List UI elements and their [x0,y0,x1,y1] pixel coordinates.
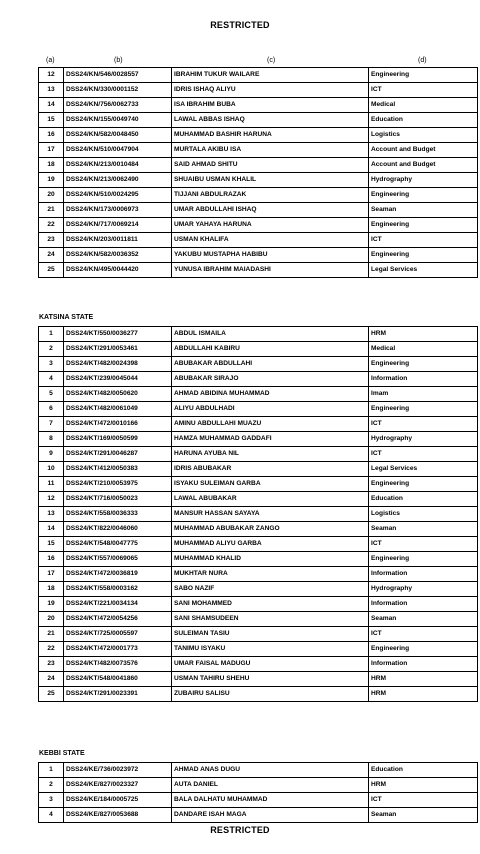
department-cell: Legal Services [369,263,478,278]
name-cell: SULEIMAN TASIU [172,627,369,642]
serial-number-cell: 7 [39,417,64,432]
table-row [39,462,478,477]
table-row [39,642,478,657]
department-cell: Seaman [369,203,478,218]
service-number-cell: DSS24/KN/213/0010484 [64,158,172,173]
department-cell: Logistics [369,128,478,143]
name-cell: ISYAKU SULEIMAN GARBA [172,477,369,492]
service-number-cell: DSS24/KT/291/0023391 [64,687,172,702]
service-number-cell: DSS24/KT/482/0024398 [64,357,172,372]
name-cell: SANI SHAMSUDEEN [172,612,369,627]
name-cell: MUHAMMAD BASHIR HARUNA [172,128,369,143]
kano-state-table [38,67,478,278]
service-number-cell: DSS24/KT/291/0053461 [64,342,172,357]
serial-number-cell: 3 [39,793,64,808]
service-number-cell: DSS24/KN/510/0047904 [64,143,172,158]
katsina-state-table [38,326,478,702]
serial-number-cell: 1 [39,763,64,778]
department-cell: Imam [369,387,478,402]
serial-number-cell: 6 [39,402,64,417]
table-row [39,113,478,128]
department-cell: Information [369,567,478,582]
table-row [39,218,478,233]
table-row [39,477,478,492]
serial-number-cell: 22 [39,642,64,657]
name-cell: AUTA DANIEL [172,778,369,793]
service-number-cell: DSS24/KN/546/0028557 [64,68,172,83]
serial-number-cell: 23 [39,233,64,248]
service-number-cell: DSS24/KN/155/0049740 [64,113,172,128]
name-cell: MUKHTAR NURA [172,567,369,582]
serial-number-cell: 15 [39,537,64,552]
name-cell: LAWAL ABUBAKAR [172,492,369,507]
department-cell: Engineering [369,357,478,372]
department-cell: Information [369,597,478,612]
name-cell: BALA DALHATU MUHAMMAD [172,793,369,808]
name-cell: AHMAD ABIDINA MUHAMMAD [172,387,369,402]
service-number-cell: DSS24/KT/550/0036277 [64,327,172,342]
serial-number-cell: 4 [39,808,64,823]
name-cell: ABUBAKAR ABDULLAHI [172,357,369,372]
serial-number-cell: 4 [39,372,64,387]
serial-number-cell: 17 [39,567,64,582]
name-cell: AMINU ABDULLAHI MUAZU [172,417,369,432]
table-row [39,327,478,342]
department-cell: Legal Services [369,462,478,477]
table-row [39,597,478,612]
service-number-cell: DSS24/KT/716/0050023 [64,492,172,507]
serial-number-cell: 2 [39,342,64,357]
table-row [39,83,478,98]
table-row [39,98,478,113]
table-row [39,522,478,537]
name-cell: DANDARE ISAH MAGA [172,808,369,823]
table-row [39,507,478,522]
serial-number-cell: 18 [39,158,64,173]
service-number-cell: DSS24/KT/169/0050599 [64,432,172,447]
serial-number-cell: 12 [39,492,64,507]
department-cell: Seaman [369,612,478,627]
department-cell: Logistics [369,507,478,522]
table-row [39,582,478,597]
name-cell: MANSUR HASSAN SAYAYA [172,507,369,522]
service-number-cell: DSS24/KN/510/0024295 [64,188,172,203]
serial-number-cell: 25 [39,263,64,278]
department-cell: ICT [369,447,478,462]
serial-number-cell: 17 [39,143,64,158]
service-number-cell: DSS24/KE/736/0023972 [64,763,172,778]
service-number-cell: DSS24/KN/582/0036352 [64,248,172,263]
name-cell: MUHAMMAD ALIYU GARBA [172,537,369,552]
column-header-a: (a) [46,57,55,64]
name-cell: AHMAD ANAS DUGU [172,763,369,778]
table-row [39,158,478,173]
name-cell: LAWAL ABBAS ISHAQ [172,113,369,128]
table-row [39,68,478,83]
department-cell: Medical [369,98,478,113]
department-cell: ICT [369,417,478,432]
table-row [39,233,478,248]
serial-number-cell: 13 [39,83,64,98]
name-cell: TIJJANI ABDULRAZAK [172,188,369,203]
name-cell: ALIYU ABDULHADI [172,402,369,417]
name-cell: ABDULLAHI KABIRU [172,342,369,357]
department-cell: HRM [369,327,478,342]
table-row [39,432,478,447]
service-number-cell: DSS24/KT/472/0036819 [64,567,172,582]
department-cell: Engineering [369,188,478,203]
department-cell: HRM [369,687,478,702]
service-number-cell: DSS24/KT/210/0053975 [64,477,172,492]
name-cell: UMAR FAISAL MADUGU [172,657,369,672]
name-cell: MUHAMMAD ABUBAKAR ZANGO [172,522,369,537]
column-header-d: (d) [418,57,427,64]
serial-number-cell: 22 [39,218,64,233]
department-cell: Medical [369,342,478,357]
table-row [39,263,478,278]
table-row [39,342,478,357]
department-cell: Engineering [369,68,478,83]
table-row [39,188,478,203]
table-row [39,657,478,672]
department-cell: Engineering [369,642,478,657]
department-cell: Information [369,372,478,387]
service-number-cell: DSS24/KT/239/0045044 [64,372,172,387]
serial-number-cell: 2 [39,778,64,793]
department-cell: Engineering [369,477,478,492]
table-row [39,492,478,507]
service-number-cell: DSS24/KE/827/0023327 [64,778,172,793]
serial-number-cell: 10 [39,462,64,477]
table-row [39,143,478,158]
serial-number-cell: 5 [39,387,64,402]
department-cell: Account and Budget [369,158,478,173]
service-number-cell: DSS24/KT/557/0069065 [64,552,172,567]
service-number-cell: DSS24/KT/822/0046060 [64,522,172,537]
serial-number-cell: 9 [39,447,64,462]
department-cell: Engineering [369,402,478,417]
department-cell: Seaman [369,808,478,823]
table-row [39,627,478,642]
name-cell: UMAR ABDULLAHI ISHAQ [172,203,369,218]
department-cell: Education [369,113,478,128]
serial-number-cell: 20 [39,612,64,627]
name-cell: SANI MOHAMMED [172,597,369,612]
serial-number-cell: 14 [39,522,64,537]
table-row [39,552,478,567]
table-row [39,612,478,627]
serial-number-cell: 18 [39,582,64,597]
department-cell: Account and Budget [369,143,478,158]
name-cell: YAKUBU MUSTAPHA HABIBU [172,248,369,263]
service-number-cell: DSS24/KT/221/0034134 [64,597,172,612]
column-header-c: (c) [267,57,276,64]
table-row [39,808,478,823]
department-cell: ICT [369,83,478,98]
department-cell: HRM [369,672,478,687]
service-number-cell: DSS24/KT/482/0073576 [64,657,172,672]
service-number-cell: DSS24/KE/827/0053688 [64,808,172,823]
name-cell: ABUBAKAR SIRAJO [172,372,369,387]
name-cell: SAID AHMAD SHITU [172,158,369,173]
table-row [39,687,478,702]
name-cell: ISA IBRAHIM BUBA [172,98,369,113]
serial-number-cell: 8 [39,432,64,447]
service-number-cell: DSS24/KT/482/0061049 [64,402,172,417]
name-cell: SABO NAZIF [172,582,369,597]
serial-number-cell: 14 [39,98,64,113]
department-cell: Education [369,763,478,778]
service-number-cell: DSS24/KT/412/0050383 [64,462,172,477]
table-row [39,173,478,188]
service-number-cell: DSS24/KN/203/0011811 [64,233,172,248]
name-cell: ZUBAIRU SALISU [172,687,369,702]
serial-number-cell: 16 [39,128,64,143]
table-row [39,763,478,778]
service-number-cell: DSS24/KN/330/0001152 [64,83,172,98]
table-row [39,248,478,263]
department-cell: Engineering [369,248,478,263]
service-number-cell: DSS24/KT/472/0001773 [64,642,172,657]
department-cell: HRM [369,778,478,793]
name-cell: SHUAIBU USMAN KHALIL [172,173,369,188]
name-cell: MURTALA AKIBU ISA [172,143,369,158]
name-cell: UMAR YAHAYA HARUNA [172,218,369,233]
department-cell: Engineering [369,218,478,233]
service-number-cell: DSS24/KN/173/0006973 [64,203,172,218]
serial-number-cell: 11 [39,477,64,492]
table-row [39,778,478,793]
department-cell: ICT [369,537,478,552]
table-row [39,567,478,582]
service-number-cell: DSS24/KT/548/0047775 [64,537,172,552]
name-cell: TANIMU ISYAKU [172,642,369,657]
department-cell: Hydrography [369,582,478,597]
table-row [39,672,478,687]
department-cell: ICT [369,233,478,248]
serial-number-cell: 12 [39,68,64,83]
name-cell: HAMZA MUHAMMAD GADDAFI [172,432,369,447]
table-row [39,203,478,218]
service-number-cell: DSS24/KN/495/0044420 [64,263,172,278]
name-cell: ABDUL ISMAILA [172,327,369,342]
department-cell: Education [369,492,478,507]
page-footer-classification: RESTRICTED [210,825,270,835]
table-row [39,793,478,808]
name-cell: IBRAHIM TUKUR WAILARE [172,68,369,83]
service-number-cell: DSS24/KT/725/0005597 [64,627,172,642]
service-number-cell: DSS24/KN/717/0069214 [64,218,172,233]
department-cell: Seaman [369,522,478,537]
service-number-cell: DSS24/KE/184/0005725 [64,793,172,808]
kebbi-state-table [38,762,478,823]
serial-number-cell: 19 [39,173,64,188]
table-row [39,402,478,417]
table-row [39,128,478,143]
service-number-cell: DSS24/KT/558/0003162 [64,582,172,597]
name-cell: USMAN KHALIFA [172,233,369,248]
serial-number-cell: 16 [39,552,64,567]
serial-number-cell: 19 [39,597,64,612]
department-cell: ICT [369,793,478,808]
serial-number-cell: 23 [39,657,64,672]
service-number-cell: DSS24/KN/756/0062733 [64,98,172,113]
table-row [39,417,478,432]
serial-number-cell: 25 [39,687,64,702]
serial-number-cell: 3 [39,357,64,372]
service-number-cell: DSS24/KT/291/0046287 [64,447,172,462]
serial-number-cell: 21 [39,627,64,642]
name-cell: YUNUSA IBRAHIM MAIADASHI [172,263,369,278]
department-cell: Hydrography [369,173,478,188]
serial-number-cell: 20 [39,188,64,203]
serial-number-cell: 24 [39,672,64,687]
table-row [39,537,478,552]
section-title-kebbi: KEBBI STATE [39,750,85,757]
serial-number-cell: 21 [39,203,64,218]
service-number-cell: DSS24/KN/582/0048450 [64,128,172,143]
department-cell: Hydrography [369,432,478,447]
service-number-cell: DSS24/KT/558/0036333 [64,507,172,522]
department-cell: Information [369,657,478,672]
page-header-classification: RESTRICTED [210,20,270,30]
name-cell: IDRIS ISHAQ ALIYU [172,83,369,98]
table-row [39,447,478,462]
service-number-cell: DSS24/KT/472/0010166 [64,417,172,432]
service-number-cell: DSS24/KT/548/0041860 [64,672,172,687]
serial-number-cell: 24 [39,248,64,263]
service-number-cell: DSS24/KT/482/0050620 [64,387,172,402]
table-row [39,357,478,372]
serial-number-cell: 13 [39,507,64,522]
department-cell: Engineering [369,552,478,567]
name-cell: HARUNA AYUBA NIL [172,447,369,462]
serial-number-cell: 1 [39,327,64,342]
name-cell: IDRIS ABUBAKAR [172,462,369,477]
service-number-cell: DSS24/KN/213/0062490 [64,173,172,188]
section-title-katsina: KATSINA STATE [39,314,94,321]
department-cell: ICT [369,627,478,642]
name-cell: MUHAMMAD KHALID [172,552,369,567]
table-row [39,372,478,387]
serial-number-cell: 15 [39,113,64,128]
service-number-cell: DSS24/KT/472/0054256 [64,612,172,627]
column-header-b: (b) [114,57,123,64]
table-row [39,387,478,402]
name-cell: USMAN TAHIRU SHEHU [172,672,369,687]
